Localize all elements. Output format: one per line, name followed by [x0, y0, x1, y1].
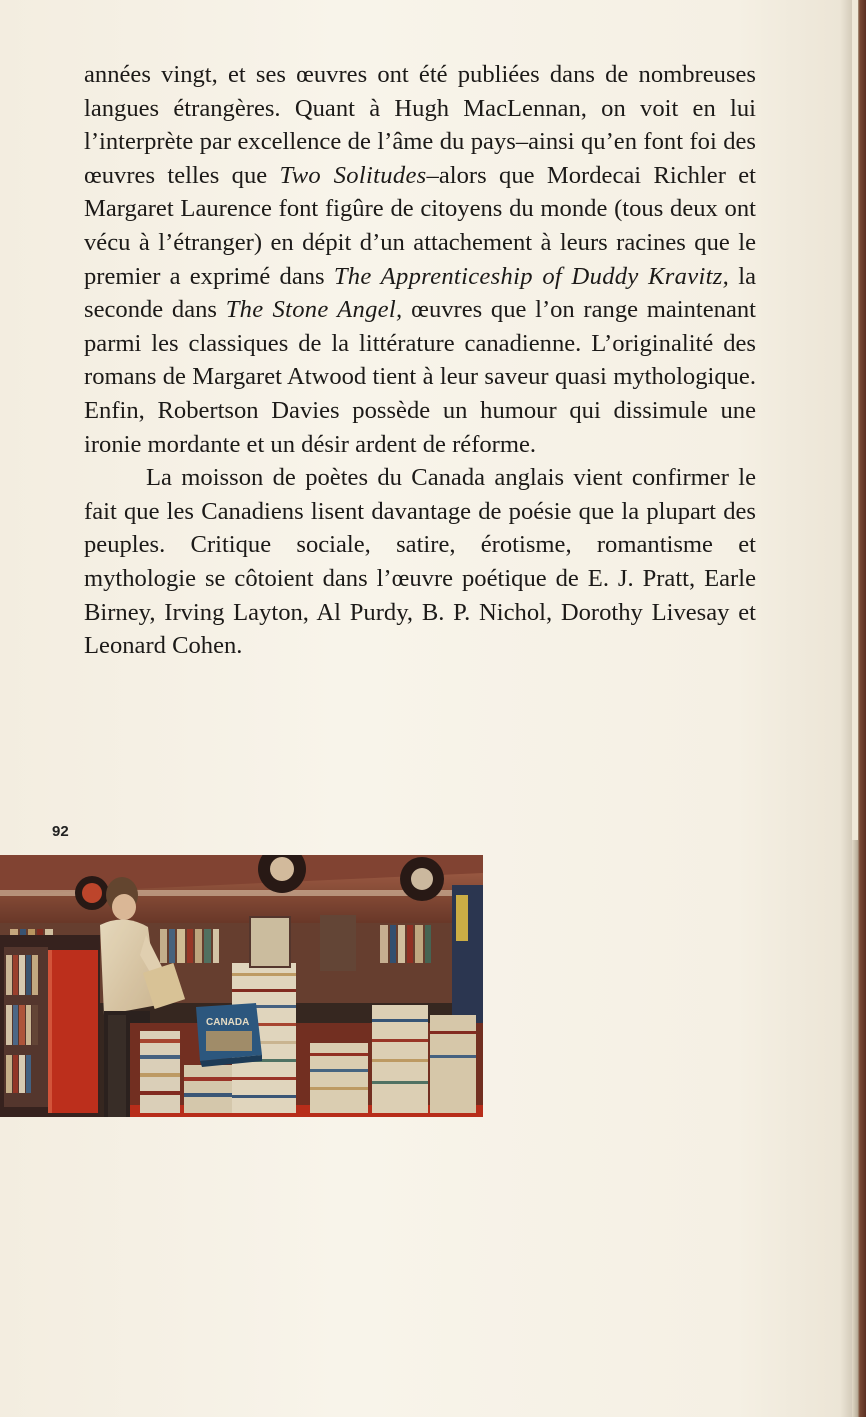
- paragraph-2: [84, 461, 756, 663]
- book-title: Two Solitudes: [279, 161, 427, 189]
- book-title: The Apprenticeship of Duddy Kravitz,: [333, 262, 730, 290]
- text-run: La moisson de poètes du Canada anglais vient confirmer le fait que les Canadiens lisent davantage de poésie que la plupart des peuples. Critique sociale, satire, érotisme, romantisme et mythologie se côtoient dans l’œuvre poétique de E. J. Pratt, Earle Birney, Irving Layton, Al Purdy, B. P. Nichol, Dorothy Livesay et Leonard Cohen.: [84, 464, 756, 660]
- book-title: The Stone Angel,: [225, 296, 403, 324]
- text-run: œuvres que l’on range maintenant parmi les classiques de la littérature canadienne. L’originalité des romans de Margaret Atwood tient à leur saveur quasi mythologique. Enfin, Robertson Davies possède un humour qui dissimule une ironie mordante et un désir ardent de réforme.: [84, 296, 756, 458]
- paragraph-1: [84, 58, 756, 461]
- text-run: années vingt, et ses œuvres ont été publiées dans de nombreuses langues étrangères. Quant à Hugh MacLennan, on voit en lui l’interprète par excellence de l’âme du pays–ainsi qu’en font foi des œuvres telles que: [84, 61, 756, 189]
- text-run: –alors que Mordecai Richler et Margaret Laurence font figûre de citoyens du monde (tous deux ont vécu à l’étranger) en dépit d’un attachement à leurs racines que le premier a exprimé dans: [84, 161, 756, 290]
- body-text: [84, 58, 756, 663]
- book-cover-text: CANADA: [206, 1017, 250, 1028]
- page-number: 92: [52, 823, 69, 840]
- text-run: la seconde dans: [84, 262, 757, 324]
- bookstore-photo: [0, 855, 483, 1117]
- page-edge-shadow: [852, 0, 866, 1417]
